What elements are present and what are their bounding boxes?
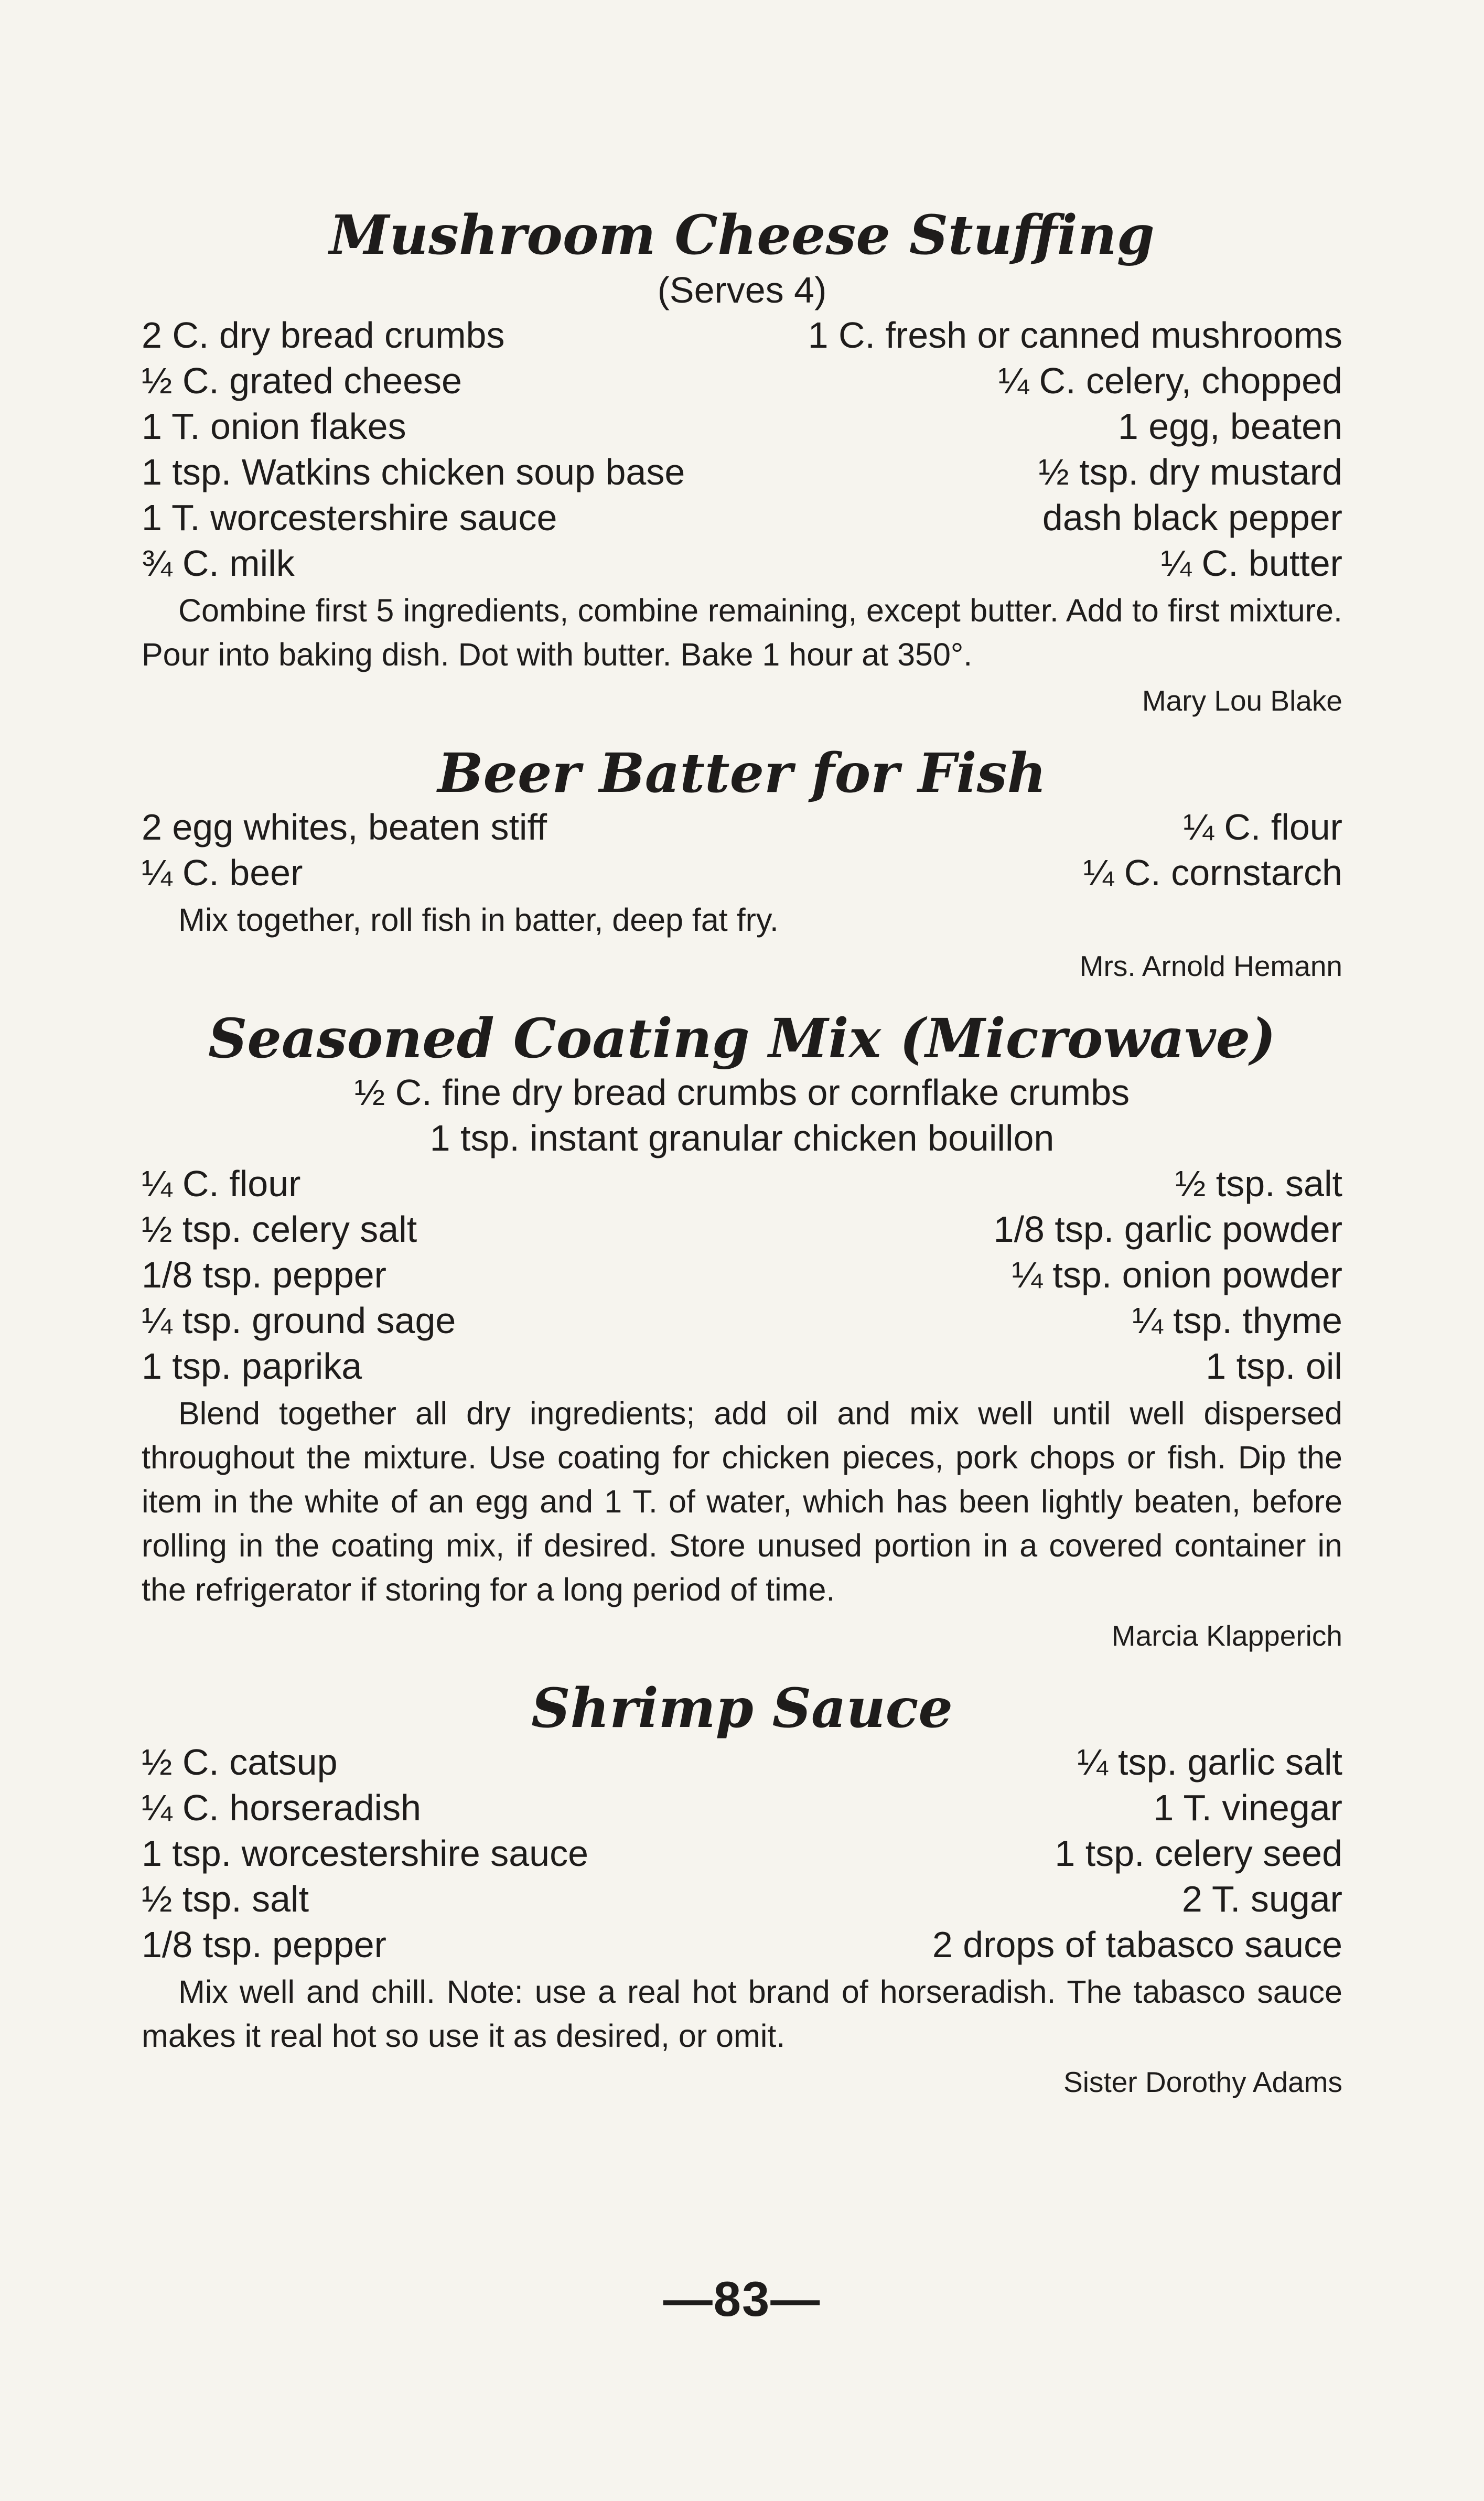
- ingredient-row: [142, 1207, 1342, 1252]
- ingredient-row: [142, 1740, 1342, 1785]
- ingredient-row: [142, 541, 1342, 586]
- ingredient-row: [142, 404, 1342, 449]
- ingredient-row: [142, 1831, 1342, 1876]
- recipe-author: Marcia Klapperich: [1111, 1619, 1342, 1652]
- ingredient-left: 2 egg whites, beaten stiff: [142, 807, 547, 847]
- ingredient-right: 1 T. vinegar: [1153, 1787, 1342, 1828]
- recipe-title: Mushroom Cheese Stuffing: [329, 203, 1155, 267]
- ingredient-left: 1 T. worcestershire sauce: [142, 497, 557, 538]
- ingredient-row: [142, 1298, 1342, 1344]
- ingredient-left: 1 tsp. Watkins chicken soup base: [142, 452, 685, 492]
- recipe-directions: Combine first 5 ingredients, combine remaining, except butter. Add to first mixture. Pour into baking dish. Dot with butter. Bake 1 hour at 350°.: [142, 593, 1342, 672]
- ingredient-left: 1/8 tsp. pepper: [142, 1254, 386, 1295]
- recipe-title: Beer Batter for Fish: [437, 742, 1047, 805]
- ingredient-right: 1 C. fresh or canned mushrooms: [808, 315, 1342, 356]
- ingredient-row: [142, 1785, 1342, 1831]
- ingredient-row: [142, 1344, 1342, 1389]
- recipe-title: Seasoned Coating Mix (Microwave): [208, 1007, 1276, 1070]
- ingredient-list: [142, 1740, 1342, 1968]
- ingredient-right: ¼ tsp. thyme: [1132, 1300, 1342, 1341]
- ingredient-centered: ½ C. fine dry bread crumbs or cornflake crumbs: [354, 1072, 1130, 1113]
- ingredient-right: 1 tsp. celery seed: [1055, 1833, 1342, 1874]
- ingredient-left: ¼ C. flour: [142, 1163, 301, 1204]
- ingredient-row: [142, 1252, 1342, 1298]
- ingredient-row: [142, 804, 1342, 850]
- recipe-seasoned-coating-mix: [142, 1008, 1342, 1658]
- recipe-mushroom-cheese-stuffing: [142, 205, 1342, 723]
- ingredient-right: ¼ C. butter: [1160, 543, 1342, 584]
- recipe-directions: Blend together all dry ingredients; add oil and mix well until well dispersed throughout the mixture. Use coating for chicken pieces, pork chops or fish. Dip the item in the white of an egg and 1 T. of water, which has been lightly beaten, before rolling in the coating mix, if desired. Store unused portion in a covered container in the refrigerator if storing for a long period of time.: [142, 1396, 1342, 1607]
- ingredient-left: ½ C. grated cheese: [142, 360, 462, 401]
- ingredient-left: 1 T. onion flakes: [142, 406, 406, 447]
- ingredient-left: ½ C. catsup: [142, 1742, 338, 1783]
- recipe-directions: Mix together, roll fish in batter, deep fat fry.: [178, 902, 779, 938]
- ingredient-right: ¼ tsp. garlic salt: [1077, 1742, 1342, 1783]
- ingredient-right: ¼ C. celery, chopped: [998, 360, 1342, 401]
- ingredient-right: 2 T. sugar: [1181, 1879, 1342, 1919]
- ingredient-row: [142, 313, 1342, 358]
- ingredient-right: ½ tsp. salt: [1175, 1163, 1342, 1204]
- ingredient-row: [142, 358, 1342, 404]
- ingredient-left: 1 tsp. paprika: [142, 1346, 362, 1387]
- ingredient-right: 2 drops of tabasco sauce: [932, 1924, 1342, 1965]
- ingredient-right: ¼ tsp. onion powder: [1012, 1254, 1342, 1295]
- ingredient-left: 1 tsp. worcestershire sauce: [142, 1833, 589, 1874]
- recipe-directions: Mix well and chill. Note: use a real hot brand of horseradish. The tabasco sauce makes it real hot so use it as desired, or omit.: [142, 1974, 1342, 2054]
- ingredient-right: 1/8 tsp. garlic powder: [993, 1209, 1342, 1250]
- ingredient-row: [142, 850, 1342, 896]
- ingredient-right: ½ tsp. dry mustard: [1038, 452, 1342, 492]
- recipe-servings: (Serves 4): [657, 270, 827, 310]
- ingredient-list: [142, 804, 1342, 896]
- ingredient-right: ¼ C. cornstarch: [1083, 852, 1342, 893]
- ingredient-left: ½ tsp. celery salt: [142, 1209, 417, 1250]
- ingredient-row: [142, 449, 1342, 495]
- ingredient-left: 1/8 tsp. pepper: [142, 1924, 386, 1965]
- ingredient-left: ¼ C. horseradish: [142, 1787, 422, 1828]
- ingredient-row: [142, 1876, 1342, 1922]
- recipe-list: [142, 205, 1342, 2124]
- ingredient-left: 2 C. dry bread crumbs: [142, 315, 505, 356]
- ingredient-left: ¼ C. beer: [142, 852, 303, 893]
- ingredient-left: ¼ tsp. ground sage: [142, 1300, 456, 1341]
- recipe-author: Mrs. Arnold Hemann: [1079, 950, 1342, 982]
- recipe-shrimp-sauce: [142, 1678, 1342, 2104]
- recipe-author: Sister Dorothy Adams: [1063, 2066, 1342, 2098]
- ingredient-row: [142, 495, 1342, 541]
- recipe-title: Shrimp Sauce: [531, 1677, 953, 1740]
- recipe-beer-batter-for-fish: [142, 743, 1342, 988]
- ingredient-row: [142, 1922, 1342, 1968]
- ingredient-right: 1 tsp. oil: [1206, 1346, 1342, 1387]
- ingredient-row: [142, 1161, 1342, 1207]
- ingredient-right: 1 egg, beaten: [1117, 406, 1342, 447]
- recipe-author: Mary Lou Blake: [1142, 684, 1342, 717]
- ingredient-left: ¾ C. milk: [142, 543, 295, 584]
- ingredient-right: ¼ C. flour: [1183, 807, 1342, 847]
- ingredient-left: ½ tsp. salt: [142, 1879, 309, 1919]
- ingredient-right: dash black pepper: [1042, 497, 1342, 538]
- ingredient-list: [142, 1161, 1342, 1389]
- ingredient-list: [142, 313, 1342, 586]
- page-number: —83—: [663, 2271, 821, 2326]
- ingredient-centered: 1 tsp. instant granular chicken bouillon: [429, 1118, 1055, 1158]
